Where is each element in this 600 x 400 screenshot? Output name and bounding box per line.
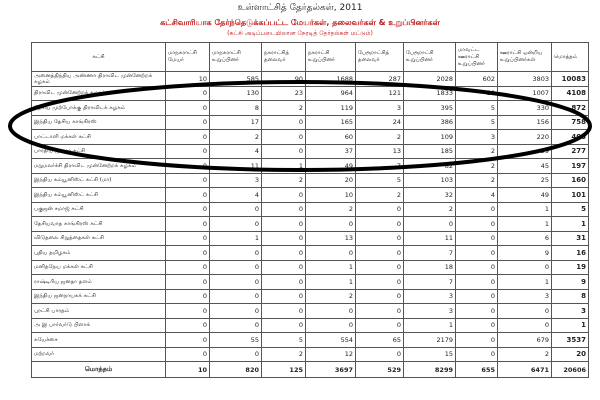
row-total-cell: 3537: [552, 333, 589, 348]
table-row: [32, 333, 589, 348]
row-total-cell: 277: [552, 144, 589, 159]
count-cell: 4: [456, 188, 498, 203]
row-total-cell: 31: [552, 231, 589, 246]
count-cell: 1: [306, 275, 356, 290]
table-row: [32, 304, 589, 319]
table-row: [32, 318, 589, 333]
count-cell: 0: [166, 86, 210, 101]
party-name-cell: இந்திய ஜனநாயகக் கட்சி: [32, 289, 166, 304]
count-cell: 0: [166, 217, 210, 232]
table-row: [32, 231, 589, 246]
grand-total-cell: 10: [166, 362, 210, 378]
grand-total-cell: 3697: [306, 362, 356, 378]
count-cell: 109: [404, 130, 456, 145]
count-cell: 60: [306, 130, 356, 145]
count-cell: 1: [498, 202, 552, 217]
count-cell: 45: [498, 159, 552, 174]
count-cell: 0: [166, 173, 210, 188]
count-cell: 4: [210, 144, 262, 159]
count-cell: 3: [456, 130, 498, 145]
count-cell: 0: [210, 260, 262, 275]
party-name-cell: மறுமலர்ச்சி திராவிட முன்னேற்றக் கழகம்: [32, 159, 166, 174]
count-cell: 23: [262, 86, 306, 101]
count-cell: 3: [404, 289, 456, 304]
row-total-cell: 19: [552, 260, 589, 275]
count-cell: 37: [306, 144, 356, 159]
count-cell: 0: [498, 304, 552, 319]
count-cell: 2: [306, 289, 356, 304]
count-cell: 103: [404, 173, 456, 188]
grand-total-cell: 8299: [404, 362, 456, 378]
count-cell: 0: [166, 101, 210, 116]
count-cell: 25: [498, 173, 552, 188]
count-cell: 185: [404, 144, 456, 159]
total-row: [32, 362, 589, 378]
count-cell: 0: [456, 231, 498, 246]
page-title: உள்ளாட்சித் தேர்தல்கள், 2011: [237, 3, 363, 13]
grand-total-cell: 529: [356, 362, 404, 378]
count-cell: 0: [262, 144, 306, 159]
count-cell: 0: [166, 144, 210, 159]
count-cell: 1: [306, 260, 356, 275]
count-cell: 49: [498, 188, 552, 203]
party-name-cell: இந்திய கம்யூனிஸ்ட் கட்சி: [32, 188, 166, 203]
count-cell: 0: [356, 318, 404, 333]
count-cell: 0: [166, 333, 210, 348]
row-total-cell: 1: [552, 217, 589, 232]
count-cell: 0: [166, 130, 210, 145]
count-cell: 0: [306, 318, 356, 333]
grand-total-cell: 125: [262, 362, 306, 378]
count-cell: 585: [210, 72, 262, 87]
count-cell: 0: [262, 188, 306, 203]
count-cell: 0: [356, 231, 404, 246]
count-cell: 0: [262, 304, 306, 319]
count-cell: 1007: [498, 86, 552, 101]
count-cell: 0: [456, 217, 498, 232]
count-cell: 0: [262, 260, 306, 275]
row-total-cell: 3: [552, 304, 589, 319]
count-cell: 32: [404, 188, 456, 203]
count-cell: 3803: [498, 72, 552, 87]
count-cell: 3: [498, 289, 552, 304]
count-cell: 1: [498, 275, 552, 290]
count-cell: 0: [262, 289, 306, 304]
table-row: [32, 275, 589, 290]
row-total-cell: 758: [552, 115, 589, 130]
count-cell: 17: [210, 115, 262, 130]
row-total-cell: 10083: [552, 72, 589, 87]
count-cell: 10: [306, 188, 356, 203]
total-label-cell: மொத்தம்: [32, 362, 166, 378]
party-name-cell: சுயேச்சை: [32, 333, 166, 348]
count-cell: 1688: [306, 72, 356, 87]
count-cell: 5: [262, 333, 306, 348]
count-cell: 1: [498, 217, 552, 232]
count-cell: 2: [306, 202, 356, 217]
count-cell: 5: [456, 115, 498, 130]
table-row: [32, 86, 589, 101]
party-name-cell: பாரதிய ஜனதா கட்சி: [32, 144, 166, 159]
count-cell: 10: [166, 72, 210, 87]
count-cell: 2: [456, 173, 498, 188]
count-cell: 156: [498, 115, 552, 130]
row-total-cell: 8: [552, 289, 589, 304]
count-cell: 0: [262, 246, 306, 261]
count-cell: 0: [356, 202, 404, 217]
row-total-cell: 405: [552, 130, 589, 145]
row-total-cell: 20: [552, 347, 589, 362]
row-total-cell: 872: [552, 101, 589, 116]
count-cell: 3: [356, 101, 404, 116]
table-row: [32, 202, 589, 217]
count-cell: 9: [498, 246, 552, 261]
count-cell: 0: [210, 217, 262, 232]
column-header: நகராட்சித் தலைவர்: [262, 43, 306, 72]
count-cell: 0: [262, 275, 306, 290]
table-row: [32, 217, 589, 232]
count-cell: 4: [210, 188, 262, 203]
count-cell: 3: [404, 304, 456, 319]
count-cell: 0: [404, 217, 456, 232]
count-cell: 0: [456, 275, 498, 290]
party-name-cell: பகுஜன் சமாஜ் கட்சி: [32, 202, 166, 217]
count-cell: 5: [356, 173, 404, 188]
row-total-cell: 1: [552, 318, 589, 333]
count-cell: 395: [404, 101, 456, 116]
table-row: [32, 144, 589, 159]
count-cell: 0: [210, 275, 262, 290]
table-row: [32, 347, 589, 362]
count-cell: 2: [498, 347, 552, 362]
count-cell: 1: [210, 231, 262, 246]
column-header-total: மொத்தம்: [552, 43, 589, 72]
count-cell: 679: [498, 333, 552, 348]
row-total-cell: 5: [552, 202, 589, 217]
count-cell: 0: [498, 260, 552, 275]
count-cell: 0: [356, 304, 404, 319]
count-cell: 11: [404, 231, 456, 246]
page-note: (கட்சி அடிப்படையிலான நேரடித் தேர்தல்கள் மட்டும்): [227, 30, 373, 37]
column-header: பேரூராட்சித் தலைவர்: [356, 43, 404, 72]
party-name-cell: தேசியவாத காங்கிரஸ் கட்சி: [32, 217, 166, 232]
table-row: [32, 289, 589, 304]
party-name-cell: திராவிட முன்னேற்றக் கழகம்: [32, 86, 166, 101]
count-cell: 0: [210, 289, 262, 304]
table-row: [32, 115, 589, 130]
row-total-cell: 16: [552, 246, 589, 261]
party-name-cell: புதிய தமிழகம்: [32, 246, 166, 261]
count-cell: 24: [356, 115, 404, 130]
table-row: [32, 260, 589, 275]
count-cell: 30: [456, 86, 498, 101]
count-cell: 0: [306, 304, 356, 319]
row-total-cell: 4108: [552, 86, 589, 101]
table-row: [32, 159, 589, 174]
table-row: [32, 173, 589, 188]
count-cell: 121: [356, 86, 404, 101]
count-cell: 15: [404, 347, 456, 362]
count-cell: 2: [456, 144, 498, 159]
count-cell: 2: [404, 202, 456, 217]
count-cell: 0: [210, 347, 262, 362]
count-cell: 386: [404, 115, 456, 130]
count-cell: 0: [456, 260, 498, 275]
count-cell: 65: [356, 333, 404, 348]
page-subtitle: கட்சிவாரியாக தேர்ந்தெடுக்கப்பட்ட மேயர்கள், தலைவர்கள் & உறுப்பினர்கள்: [160, 18, 440, 27]
count-cell: 2: [356, 130, 404, 145]
count-cell: 0: [306, 246, 356, 261]
party-name-cell: மனிதநேய மக்கள் கட்சி: [32, 260, 166, 275]
count-cell: 0: [498, 318, 552, 333]
count-cell: 0: [166, 260, 210, 275]
party-name-cell: மற்றவர்: [32, 347, 166, 362]
count-cell: 29: [498, 144, 552, 159]
party-name-cell: அனைத்திந்திய அண்ணா திராவிட முன்னேற்றக் கழகம்: [32, 72, 166, 87]
count-cell: 220: [498, 130, 552, 145]
grand-total-cell: 820: [210, 362, 262, 378]
count-cell: 0: [166, 188, 210, 203]
count-cell: 0: [166, 231, 210, 246]
column-header: மாவட்ட ஊராட்சி உறுப்பினர்: [456, 43, 498, 72]
count-cell: 2: [356, 188, 404, 203]
count-cell: 0: [356, 289, 404, 304]
results-table: [31, 42, 589, 378]
count-cell: 82: [404, 159, 456, 174]
party-name-cell: இந்திய தேசிய காங்கிரஸ்: [32, 115, 166, 130]
column-header: பேரூராட்சி உறுப்பினர்: [404, 43, 456, 72]
count-cell: 330: [498, 101, 552, 116]
count-cell: 18: [404, 260, 456, 275]
count-cell: 0: [166, 115, 210, 130]
count-cell: 90: [262, 72, 306, 87]
count-cell: 49: [306, 159, 356, 174]
party-name-cell: தேசிய முற்போக்கு திராவிடக் கழகம்: [32, 101, 166, 116]
count-cell: 0: [356, 347, 404, 362]
count-cell: 1: [404, 318, 456, 333]
grand-total-cell: 6471: [498, 362, 552, 378]
count-cell: 119: [306, 101, 356, 116]
count-cell: 12: [306, 347, 356, 362]
count-cell: 0: [456, 246, 498, 261]
count-cell: 2: [262, 101, 306, 116]
count-cell: 2: [262, 347, 306, 362]
count-cell: 0: [210, 318, 262, 333]
count-cell: 0: [166, 159, 210, 174]
table-row: [32, 101, 589, 116]
row-total-cell: 197: [552, 159, 589, 174]
count-cell: 0: [456, 202, 498, 217]
grand-total-cell: 20606: [552, 362, 589, 378]
count-cell: 165: [306, 115, 356, 130]
count-cell: 0: [262, 130, 306, 145]
count-cell: 5: [456, 101, 498, 116]
count-cell: 1: [262, 159, 306, 174]
count-cell: 130: [210, 86, 262, 101]
column-header: மாநகராட்சி உறுப்பினர்: [210, 43, 262, 72]
count-cell: 0: [356, 260, 404, 275]
count-cell: 11: [210, 159, 262, 174]
count-cell: 602: [456, 72, 498, 87]
count-cell: 0: [210, 202, 262, 217]
count-cell: 0: [166, 246, 210, 261]
count-cell: 554: [306, 333, 356, 348]
count-cell: 0: [166, 304, 210, 319]
column-header: ஊராட்சி ஒன்றிய உறுப்பினர்கள்: [498, 43, 552, 72]
count-cell: 2179: [404, 333, 456, 348]
count-cell: 0: [210, 304, 262, 319]
count-cell: 7: [404, 275, 456, 290]
column-header-party: கட்சி: [32, 43, 166, 72]
count-cell: 0: [456, 318, 498, 333]
count-cell: 2: [262, 173, 306, 188]
count-cell: 7: [404, 246, 456, 261]
count-cell: 3: [210, 173, 262, 188]
count-cell: 13: [356, 144, 404, 159]
count-cell: 0: [456, 333, 498, 348]
count-cell: 287: [356, 72, 404, 87]
count-cell: 20: [306, 173, 356, 188]
count-cell: 2028: [404, 72, 456, 87]
count-cell: 0: [166, 347, 210, 362]
count-cell: 0: [456, 347, 498, 362]
count-cell: 13: [306, 231, 356, 246]
party-name-cell: புரட்சி பாரதம்: [32, 304, 166, 319]
count-cell: 2: [210, 130, 262, 145]
table-header-row: [32, 43, 589, 72]
party-name-cell: இந்திய கம்யூனிஸ்ட் கட்சி (மா): [32, 173, 166, 188]
party-name-cell: அ இ பார்வர்டு பிளாக்: [32, 318, 166, 333]
count-cell: 964: [306, 86, 356, 101]
count-cell: 8: [210, 101, 262, 116]
row-total-cell: 160: [552, 173, 589, 188]
count-cell: 6: [498, 231, 552, 246]
grand-total-cell: 655: [456, 362, 498, 378]
count-cell: 0: [262, 217, 306, 232]
count-cell: 0: [456, 289, 498, 304]
count-cell: 55: [210, 333, 262, 348]
table-row: [32, 188, 589, 203]
party-name-cell: பாட்டாளி மக்கள் கட்சி: [32, 130, 166, 145]
count-cell: 1833: [404, 86, 456, 101]
count-cell: 0: [356, 275, 404, 290]
party-name-cell: ராஷ்டிரிய ஜனதா தளம்: [32, 275, 166, 290]
count-cell: 0: [356, 217, 404, 232]
table-row: [32, 246, 589, 261]
count-cell: 0: [262, 202, 306, 217]
count-cell: 0: [166, 275, 210, 290]
count-cell: 7: [356, 159, 404, 174]
count-cell: 0: [262, 115, 306, 130]
count-cell: 0: [210, 246, 262, 261]
count-cell: 0: [166, 289, 210, 304]
count-cell: 0: [262, 318, 306, 333]
count-cell: 0: [356, 246, 404, 261]
table-row: [32, 130, 589, 145]
count-cell: 0: [306, 217, 356, 232]
row-total-cell: 9: [552, 275, 589, 290]
count-cell: 0: [262, 231, 306, 246]
column-header: மாநகராட்சி மேயர்: [166, 43, 210, 72]
party-name-cell: விடுதலை சிறுத்தைகள் கட்சி: [32, 231, 166, 246]
count-cell: 0: [456, 304, 498, 319]
count-cell: 0: [166, 202, 210, 217]
column-header: நகராட்சி உறுப்பினர்: [306, 43, 356, 72]
count-cell: 2: [456, 159, 498, 174]
count-cell: 0: [166, 318, 210, 333]
table-row: [32, 72, 589, 87]
row-total-cell: 101: [552, 188, 589, 203]
